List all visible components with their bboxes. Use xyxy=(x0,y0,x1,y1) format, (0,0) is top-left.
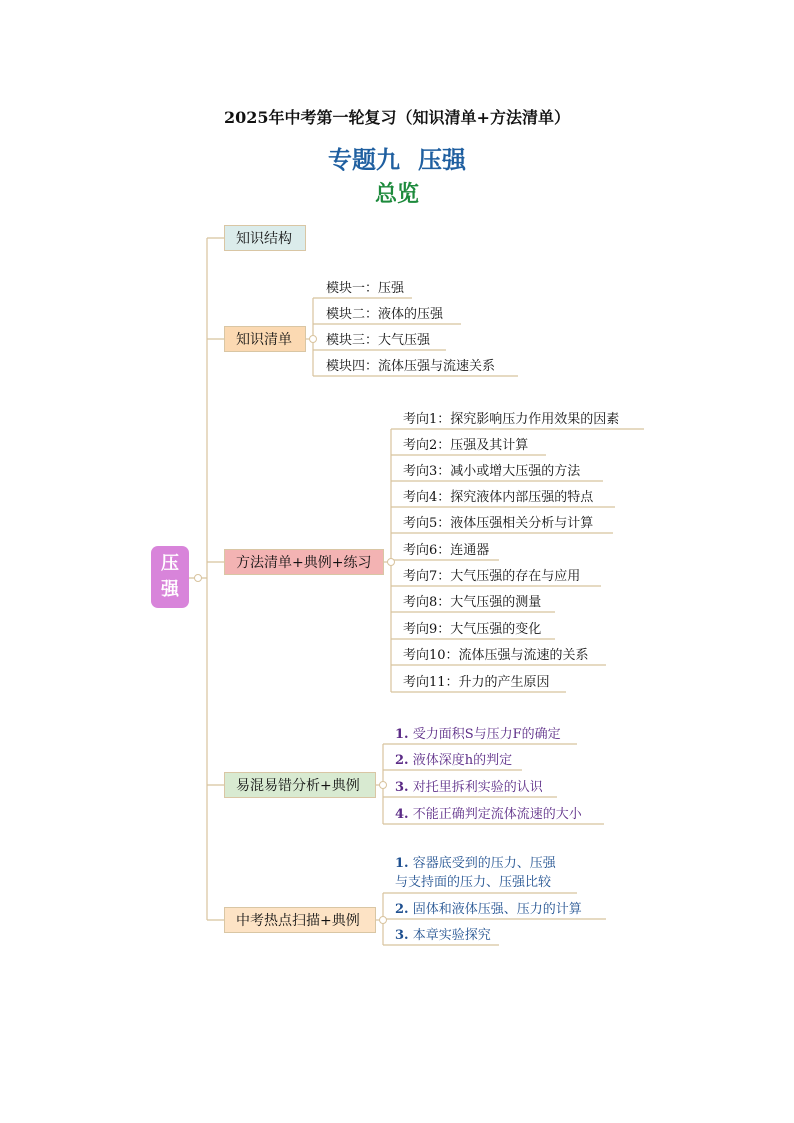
method-item: 考向8：大气压强的测量 xyxy=(403,595,542,610)
mistake-item: 4. 不能正确判定流体流速的大小 xyxy=(395,807,582,822)
branch-knowledge-list: 知识清单 xyxy=(224,326,306,352)
branch-toggle-icon xyxy=(380,782,387,789)
hotspot-item-continuation: 与支持面的压力、压强比较 xyxy=(395,875,552,890)
overview-title: 总览 xyxy=(374,182,419,207)
branch-toggle-icon xyxy=(388,559,395,566)
hotspot-item: 3. 本章实验探究 xyxy=(395,928,491,943)
branch-toggle-icon xyxy=(380,917,387,924)
method-item: 考向5：液体压强相关分析与计算 xyxy=(403,516,594,531)
method-item: 考向2：压强及其计算 xyxy=(403,438,529,453)
module-item: 模块三：大气压强 xyxy=(326,333,431,348)
mistake-item: 1. 受力面积S与压力F的确定 xyxy=(395,727,561,742)
module-item: 模块二：液体的压强 xyxy=(326,307,444,322)
root-node xyxy=(151,546,189,608)
module-item: 模块一：压强 xyxy=(326,281,405,296)
branch-common-mistakes: 易混易错分析+典例 xyxy=(224,772,376,798)
method-item: 考向9：大气压强的变化 xyxy=(403,622,542,637)
method-item: 考向10：流体压强与流速的关系 xyxy=(403,648,589,663)
method-item: 考向7：大气压强的存在与应用 xyxy=(403,569,581,584)
mistake-item: 3. 对托里拆利实验的认识 xyxy=(395,780,543,795)
root-char-2: 强 xyxy=(161,579,179,600)
document-title: 2025年中考第一轮复习（知识清单+方法清单） xyxy=(224,108,570,127)
method-item: 考向6：连通器 xyxy=(403,543,490,558)
branch-knowledge-structure: 知识结构 xyxy=(224,225,306,251)
method-item: 考向4：探究液体内部压强的特点 xyxy=(403,490,594,505)
hotspot-item: 1. 容器底受到的压力、压强 xyxy=(395,856,556,871)
method-item: 考向3：减小或增大压强的方法 xyxy=(403,464,581,479)
topic-name: 压强 xyxy=(418,146,466,174)
hotspot-item: 2. 固体和液体压强、压力的计算 xyxy=(395,902,582,917)
module-item: 模块四：流体压强与流速关系 xyxy=(326,359,496,374)
root-toggle-icon xyxy=(195,575,202,582)
branch-exam-hotspots: 中考热点扫描+典例 xyxy=(224,907,376,933)
branch-toggle-icon xyxy=(310,336,317,343)
topic-number: 专题九 xyxy=(328,146,400,174)
method-item: 考向1：探究影响压力作用效果的因素 xyxy=(403,412,620,427)
branch-method-list: 方法清单+典例+练习 xyxy=(224,549,384,575)
method-item: 考向11：升力的产生原因 xyxy=(403,675,550,690)
mistake-item: 2. 液体深度h的判定 xyxy=(395,753,513,768)
root-char-1: 压 xyxy=(161,553,179,574)
